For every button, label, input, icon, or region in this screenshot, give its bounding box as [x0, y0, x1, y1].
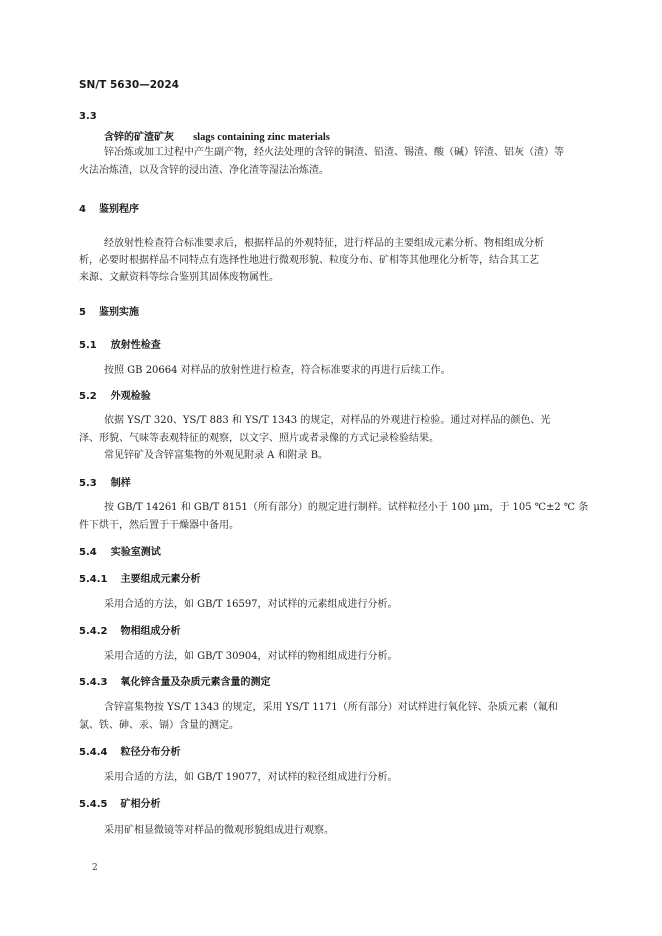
clause-title: 物相组成分析	[120, 626, 181, 637]
subsection-title: 外观检验	[110, 391, 151, 402]
paragraph-line: 按照 GB 20664 对样品的放射性进行检查，符合标准要求的再进行后续工作。	[104, 365, 451, 376]
section-title: 鉴别程序	[98, 204, 139, 215]
paragraph-line: 采用合适的方法，如 GB/T 19077，对试样的粒径组成进行分析。	[104, 772, 398, 783]
paragraph-line: 采用矿相显微镜等对样品的微观形貌组成进行观察。	[104, 825, 334, 836]
clause-number: 5.4.1	[79, 574, 108, 585]
term-english: slags containing zinc materials	[193, 132, 330, 143]
paragraph-line: 采用合适的方法，如 GB/T 30904，对试样的物相组成进行分析。	[104, 651, 398, 662]
page-number: 2	[92, 863, 98, 873]
paragraph-line: 常见锌矿及含锌富集物的外观见附录 A 和附录 B。	[104, 450, 329, 461]
subsection-number: 5.3	[79, 478, 97, 489]
clause-title: 氧化锌含量及杂质元素含量的测定	[120, 677, 271, 688]
paragraph-line: 氯、铁、砷、汞、镉）含量的测定。	[79, 720, 239, 731]
clause-title: 粒径分布分析	[120, 747, 181, 758]
clause-number: 5.4.5	[79, 799, 108, 810]
section-number: 5	[79, 307, 86, 318]
definition-line: 锌冶炼或加工过程中产生副产物，经火法处理的含锌的铜渣、铅渣、锡渣、酸（碱）锌渣、铝灰（渣）等	[104, 147, 564, 158]
term-chinese: 含锌的矿渣矿灰	[104, 132, 174, 143]
paragraph-line: 析，必要时根据样品不同特点有选择性地进行微观形貌、粒度分布、矿相等其他理化分析等，结合其工艺	[79, 255, 539, 266]
subsection-heading-5-4	[79, 543, 161, 558]
subsection-number: 5.4	[79, 547, 97, 558]
clause-number: 5.4.3	[79, 677, 108, 688]
paragraph-line: 含锌富集物按 YS/T 1343 的规定，采用 YS/T 1171（所有部分）对试样进行氧化锌、杂质元素（氟和	[104, 702, 558, 713]
subsection-number: 5.1	[79, 340, 97, 351]
clause-number: 5.4.2	[79, 626, 108, 637]
paragraph-line: 采用合适的方法，如 GB/T 16597，对试样的元素组成进行分析。	[104, 599, 398, 610]
clause-heading-5-4-1	[79, 570, 200, 585]
standard-code: SN/T 5630—2024	[79, 79, 179, 91]
section-title: 鉴别实施	[98, 307, 139, 318]
paragraph-line: 泽、形貌、气味等表观特征的观察，以文字、照片或者录像的方式记录检验结果。	[79, 433, 439, 444]
clause-heading-5-4-4	[79, 743, 180, 758]
paragraph-line: 依据 YS/T 320、YS/T 883 和 YS/T 1343 的规定，对样品的外观进行检验。通过对样品的颜色、光	[104, 415, 551, 426]
clause-number: 5.4.4	[79, 747, 108, 758]
definition-line: 火法冶炼渣，以及含锌的浸出渣、净化渣等湿法冶炼渣。	[79, 165, 329, 176]
paragraph-line: 经放射性检查符合标准要求后，根据样品的外观特征，进行样品的主要组成元素分析、物相组成分析	[104, 238, 544, 249]
clause-title: 矿相分析	[120, 799, 161, 810]
term-heading	[104, 125, 330, 144]
subsection-heading-5-1	[79, 336, 161, 351]
clause-number: 3.3	[79, 111, 97, 122]
clause-heading-5-4-2	[79, 622, 180, 637]
subsection-title: 放射性检查	[110, 340, 161, 351]
paragraph-line: 来源、文献资料等综合鉴别其固体废物属性。	[79, 272, 279, 283]
subsection-heading-5-2	[79, 387, 151, 402]
clause-heading-5-4-5	[79, 795, 160, 810]
subsection-title: 制样	[110, 478, 131, 489]
clause-heading-5-4-3	[79, 673, 270, 688]
clause-title: 主要组成元素分析	[120, 574, 201, 585]
paragraph-line: 按 GB/T 14261 和 GB/T 8151（所有部分）的规定进行制样。试样粒径小于 100 μm，于 105 ℃±2 ℃ 条	[104, 502, 589, 513]
subsection-title: 实验室测试	[110, 547, 161, 558]
subsection-heading-5-3	[79, 474, 131, 489]
section-heading-4	[79, 200, 139, 215]
section-heading-5	[79, 303, 139, 318]
paragraph-line: 件下烘干，然后置于干燥器中备用。	[79, 520, 239, 531]
subsection-number: 5.2	[79, 391, 97, 402]
section-number: 4	[79, 204, 86, 215]
